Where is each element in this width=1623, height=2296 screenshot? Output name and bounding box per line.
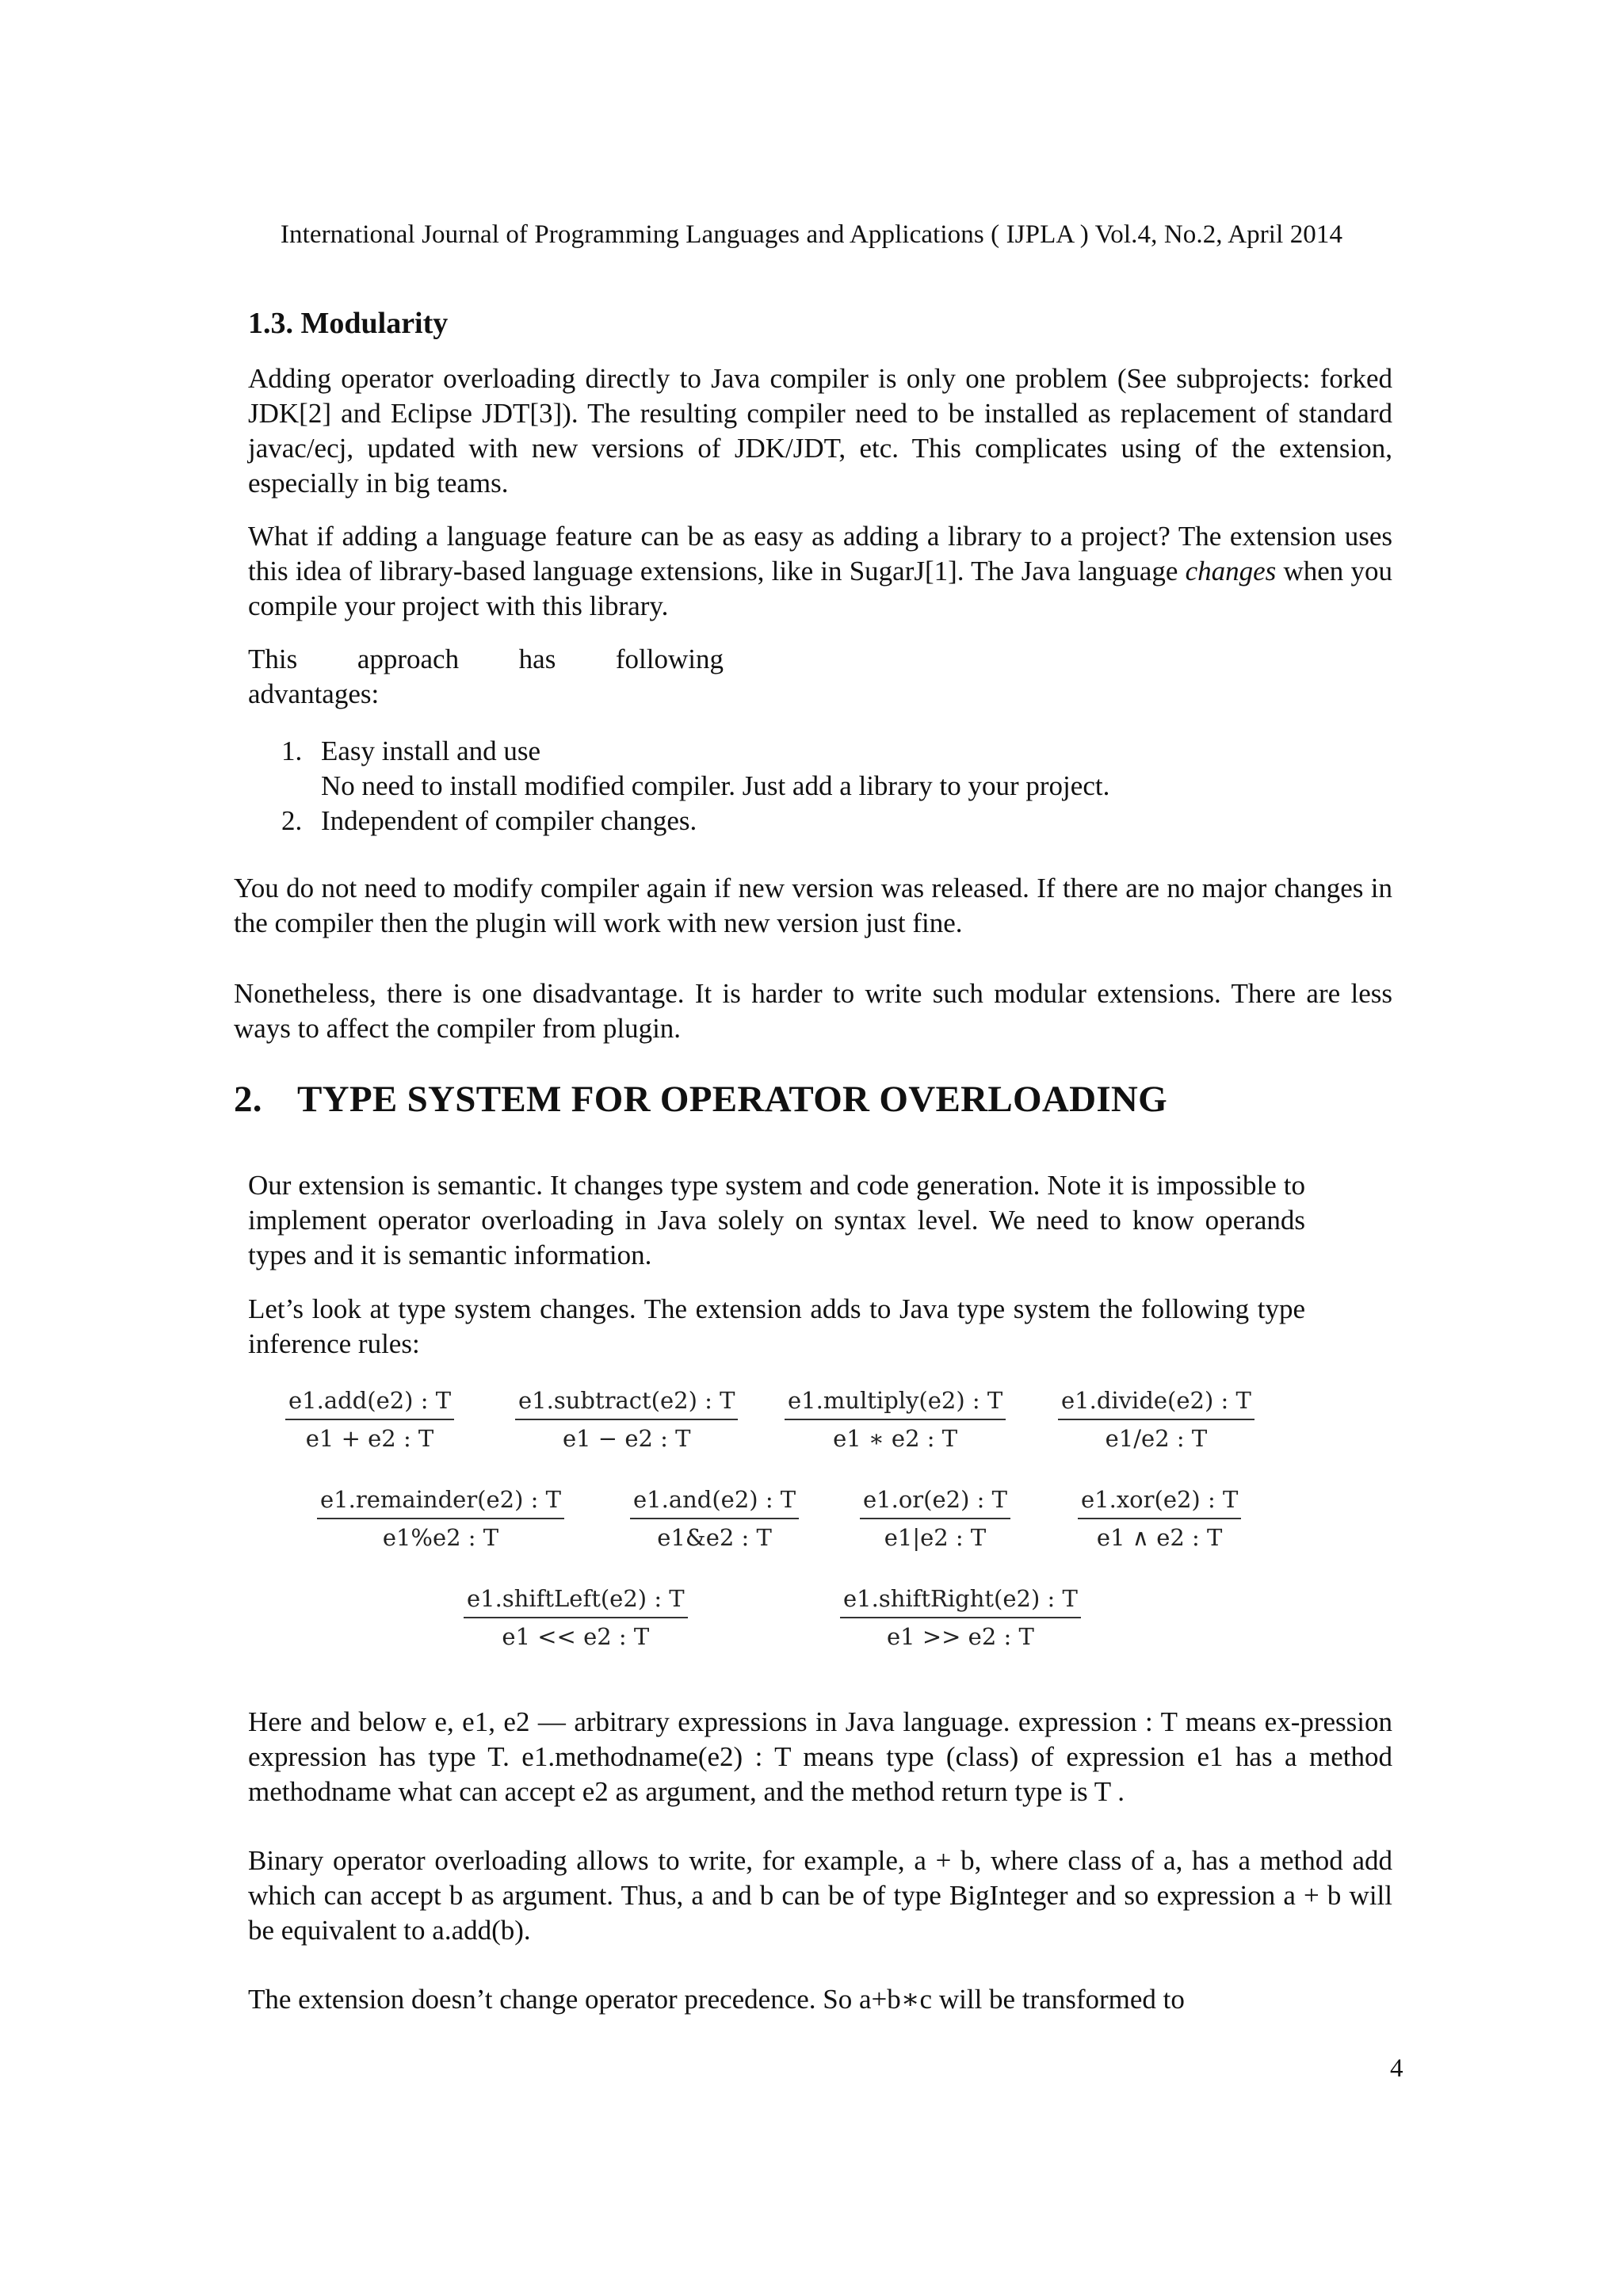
rule-premise: e1.shiftLeft(e2) : T [464,1585,688,1618]
line: advantages: [248,678,380,709]
rule-conclusion: e1&e2 : T [657,1524,772,1551]
inference-rule [1058,1387,1254,1452]
word: approach [357,644,460,674]
page-number: 4 [1390,2054,1403,2083]
rule-premise: e1.or(e2) : T [860,1486,1010,1519]
paragraph: Let’s look at type system changes. The extension adds to Java type system the following type inference rules: [248,1293,1305,1359]
rule-conclusion: e1 << e2 : T [502,1623,650,1650]
paragraph: You do not need to modify compiler again if new version was released. If there are no major changes in the compiler then the plugin will work with new version just fine. [234,873,1392,938]
section-heading-type-system [234,1078,1167,1121]
paragraph: Nonetheless, there is one disadvantage. It is harder to write such modular extensions. There are less ways to affect the compiler from plugin. [234,978,1392,1044]
spread-line [248,642,724,677]
paragraph: Our extension is semantic. It changes type system and code generation. Note it is impossible to implement operator overloading in Java solely on syntax level. We need to know operands types and it is semantic information. [248,1170,1305,1270]
paragraph: Here and below e, e1, e2 — arbitrary expressions in Java language. expression : T means ex-pression expression has type T. e1.methodname(e2) : T means type (class) of expression e1 has a method methodname what can accept e2 as argument, and the method return type is T . [248,1706,1392,1807]
rule-conclusion: e1 ∗ e2 : T [833,1425,958,1452]
numbered-list [281,734,1109,839]
text-run: when you compile your project with this library. [248,556,1393,621]
section-title: TYPE SYSTEM FOR OPERATOR OVERLOADING [297,1079,1168,1120]
list-item [281,734,1109,804]
rule-premise: e1.and(e2) : T [630,1486,799,1519]
word: This [248,644,298,674]
list-item-title: Easy install and use [321,735,541,766]
rule-conclusion: e1 ∧ e2 : T [1096,1524,1223,1551]
rule-premise: e1.xor(e2) : T [1078,1486,1241,1519]
rule-conclusion: e1/e2 : T [1105,1425,1208,1452]
list-number: 2. [281,805,303,836]
inference-rule [1078,1486,1241,1551]
text-run: What if adding a language feature can be as easy as adding a library to a project? The extension uses this idea of library-based language extensions, like in SugarJ[1]. The Java language [248,521,1392,586]
word: following [615,644,724,674]
inference-rules-figure [285,1387,1292,1680]
inference-rule [840,1585,1081,1650]
rule-premise: e1.divide(e2) : T [1058,1387,1254,1420]
rule-conclusion: e1%e2 : T [382,1524,499,1551]
paragraph: Adding operator overloading directly to Java compiler is only one problem (See subprojects: forked JDK[2] and Eclipse JDT[3]). The resulting compiler need to be installed as replacement of standard javac/ecj, updated with new versions of JDK/JDT, etc. This complicates using of the extension, especially in big teams. [248,363,1392,499]
paragraph: The extension doesn’t change operator precedence. So a+b∗c will be transformed to [248,1984,1185,2015]
rule-conclusion: e1 − e2 : T [562,1425,691,1452]
rule-premise: e1.add(e2) : T [285,1387,454,1420]
section-number: 2. [234,1079,262,1120]
inference-rule [285,1387,454,1452]
inference-rule [630,1486,799,1551]
rule-conclusion: e1 >> e2 : T [887,1623,1034,1650]
emphasis-text: changes [1185,556,1277,586]
rule-premise: e1.multiply(e2) : T [785,1387,1006,1420]
inference-rule [317,1486,564,1551]
list-number: 1. [281,735,303,766]
paragraph [248,519,1392,624]
inference-rule [785,1387,1006,1452]
rule-premise: e1.subtract(e2) : T [515,1387,738,1420]
word: has [518,644,556,674]
list-item [281,804,1109,839]
list-item-detail: No need to install modified compiler. Just add a library to your project. [321,770,1110,801]
rule-premise: e1.remainder(e2) : T [317,1486,564,1519]
inference-rule [860,1486,1010,1551]
list-item-title: Independent of compiler changes. [321,805,697,836]
rule-conclusion: e1 + e2 : T [305,1425,434,1452]
paragraph: Binary operator overloading allows to write, for example, a + b, where class of a, has a method add which can accept b as argument. Thus, a and b can be of type BigInteger and so expression a + b will be equivalent to a.add(b). [248,1845,1392,1946]
paragraph [248,642,724,712]
inference-rule [464,1585,688,1650]
running-header: International Journal of Programming Languages and Applications ( IJPLA ) Vol.4, No.2, April 2014 [280,220,1343,249]
rule-premise: e1.shiftRight(e2) : T [840,1585,1081,1618]
rule-conclusion: e1|e2 : T [884,1524,987,1551]
inference-rule [515,1387,738,1452]
section-heading-modularity: 1.3. Modularity [248,307,449,340]
